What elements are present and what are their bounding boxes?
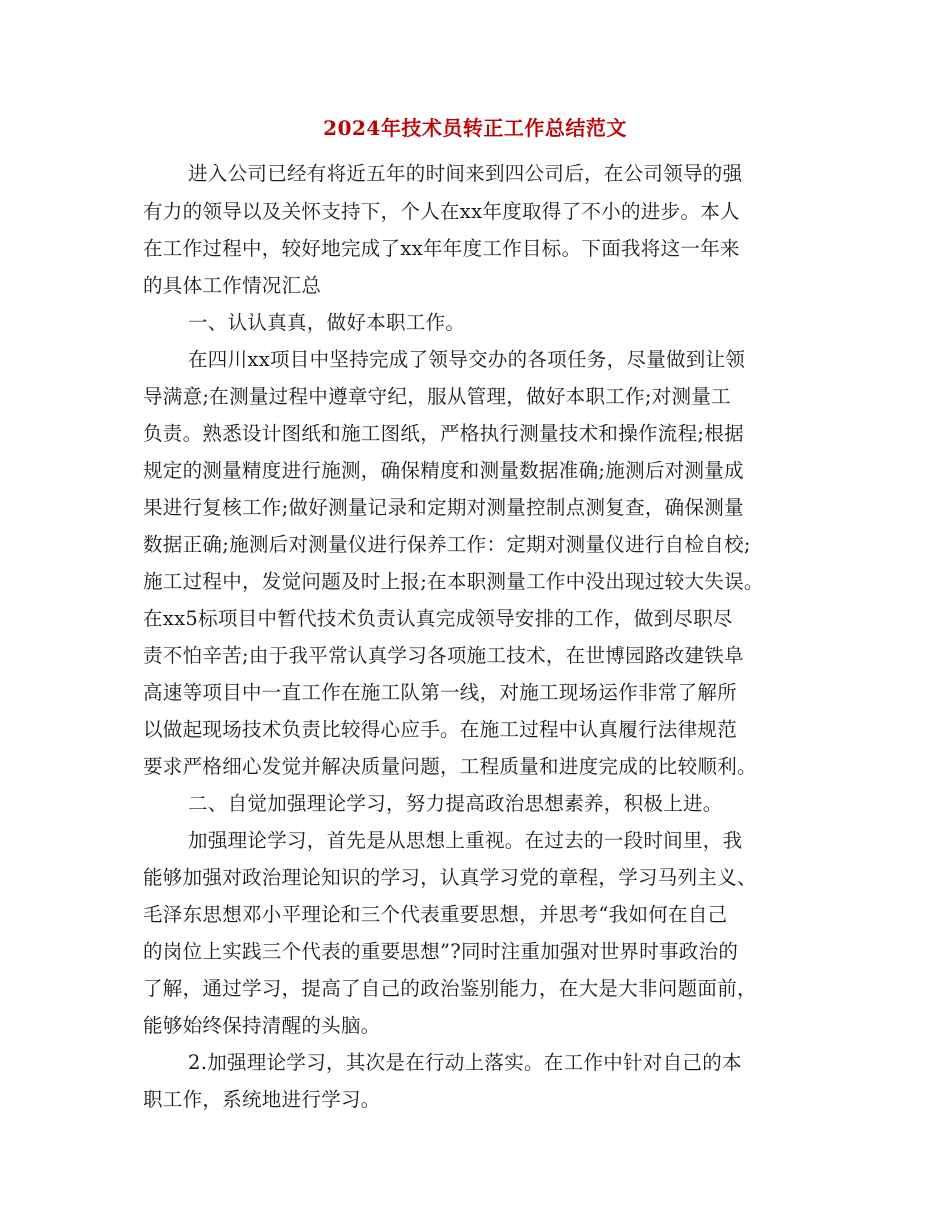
paragraph-line: 高速等项目中一直工作在施工队第一线，对施工现场运作非常了解所 xyxy=(143,681,738,704)
paragraph-line: 能够加强对政治理论知识的学习，认真学习党的章程，学习马列主义、 xyxy=(143,866,757,889)
paragraph-line: 责不怕辛苦;由于我平常认真学习各项施工技术，在世博园路改建铁阜 xyxy=(143,644,744,667)
section-heading-1: 一、认认真真，做好本职工作。 xyxy=(188,311,466,334)
document-title: 2024年技术员转正工作总结范文 xyxy=(323,116,627,140)
paragraph-line: 在xx5标项目中暂代技术负责认真完成领导安排的工作，做到尽职尽 xyxy=(143,607,733,630)
paragraph-line: 要求严格细心发觉并解决质量问题，工程质量和进度完成的比较顺利。 xyxy=(143,755,757,778)
paragraph-line: 数据正确;施测后对测量仪进行保养工作：定期对测量仪进行自检自校; xyxy=(143,533,751,556)
paragraph-line: 职工作，系统地进行学习。 xyxy=(143,1088,381,1111)
paragraph-line: 进入公司已经有将近五年的时间来到四公司后，在公司领导的强 xyxy=(188,162,743,185)
paragraph-line: 在四川xx项目中坚持完成了领导交办的各项任务，尽量做到让领 xyxy=(188,348,746,371)
paragraph-line: 的具体工作情况汇总 xyxy=(143,274,322,297)
paragraph-line: 加强理论学习，首先是从思想上重视。在过去的一段时间里，我 xyxy=(188,829,743,852)
paragraph-line: 的岗位上实践三个代表的重要思想”?同时注重加强对世界时事政治的 xyxy=(143,940,739,963)
paragraph-line: 负责。熟悉设计图纸和施工图纸，严格执行测量技术和操作流程;根据 xyxy=(143,422,744,445)
paragraph-line: 能够始终保持清醒的头脑。 xyxy=(143,1014,381,1037)
paragraph-line: 有力的领导以及关怀支持下，个人在xx年度取得了不小的进步。本人 xyxy=(143,200,740,223)
paragraph-line: 规定的测量精度进行施测，确保精度和测量数据准确;施测后对测量成 xyxy=(143,459,744,482)
paragraph-line: 毛泽东思想邓小平理论和三个代表重要思想，并思考“我如何在自己 xyxy=(143,903,728,926)
paragraph-line: 了解，通过学习，提高了自己的政治鉴别能力，在大是大非问题面前， xyxy=(143,977,757,1000)
section-heading-2: 二、自觉加强理论学习，努力提高政治思想素养，积极上进。 xyxy=(188,792,723,815)
paragraph-line: 导满意;在测量过程中遵章守纪，服从管理，做好本职工作;对测量工 xyxy=(143,385,731,408)
paragraph-line: 在工作过程中，较好地完成了xx年年度工作目标。下面我将这一年来 xyxy=(143,237,740,260)
paragraph-line: 果进行复核工作;做好测量记录和定期对测量控制点测复查，确保测量 xyxy=(143,496,744,519)
paragraph-line: 以做起现场技术负责比较得心应手。在施工过程中认真履行法律规范 xyxy=(143,718,738,741)
paragraph-line: 2.加强理论学习，其次是在行动上落实。在工作中针对自己的本 xyxy=(188,1051,742,1074)
paragraph-line: 施工过程中，发觉问题及时上报;在本职测量工作中没出现过较大失误。 xyxy=(143,570,764,593)
